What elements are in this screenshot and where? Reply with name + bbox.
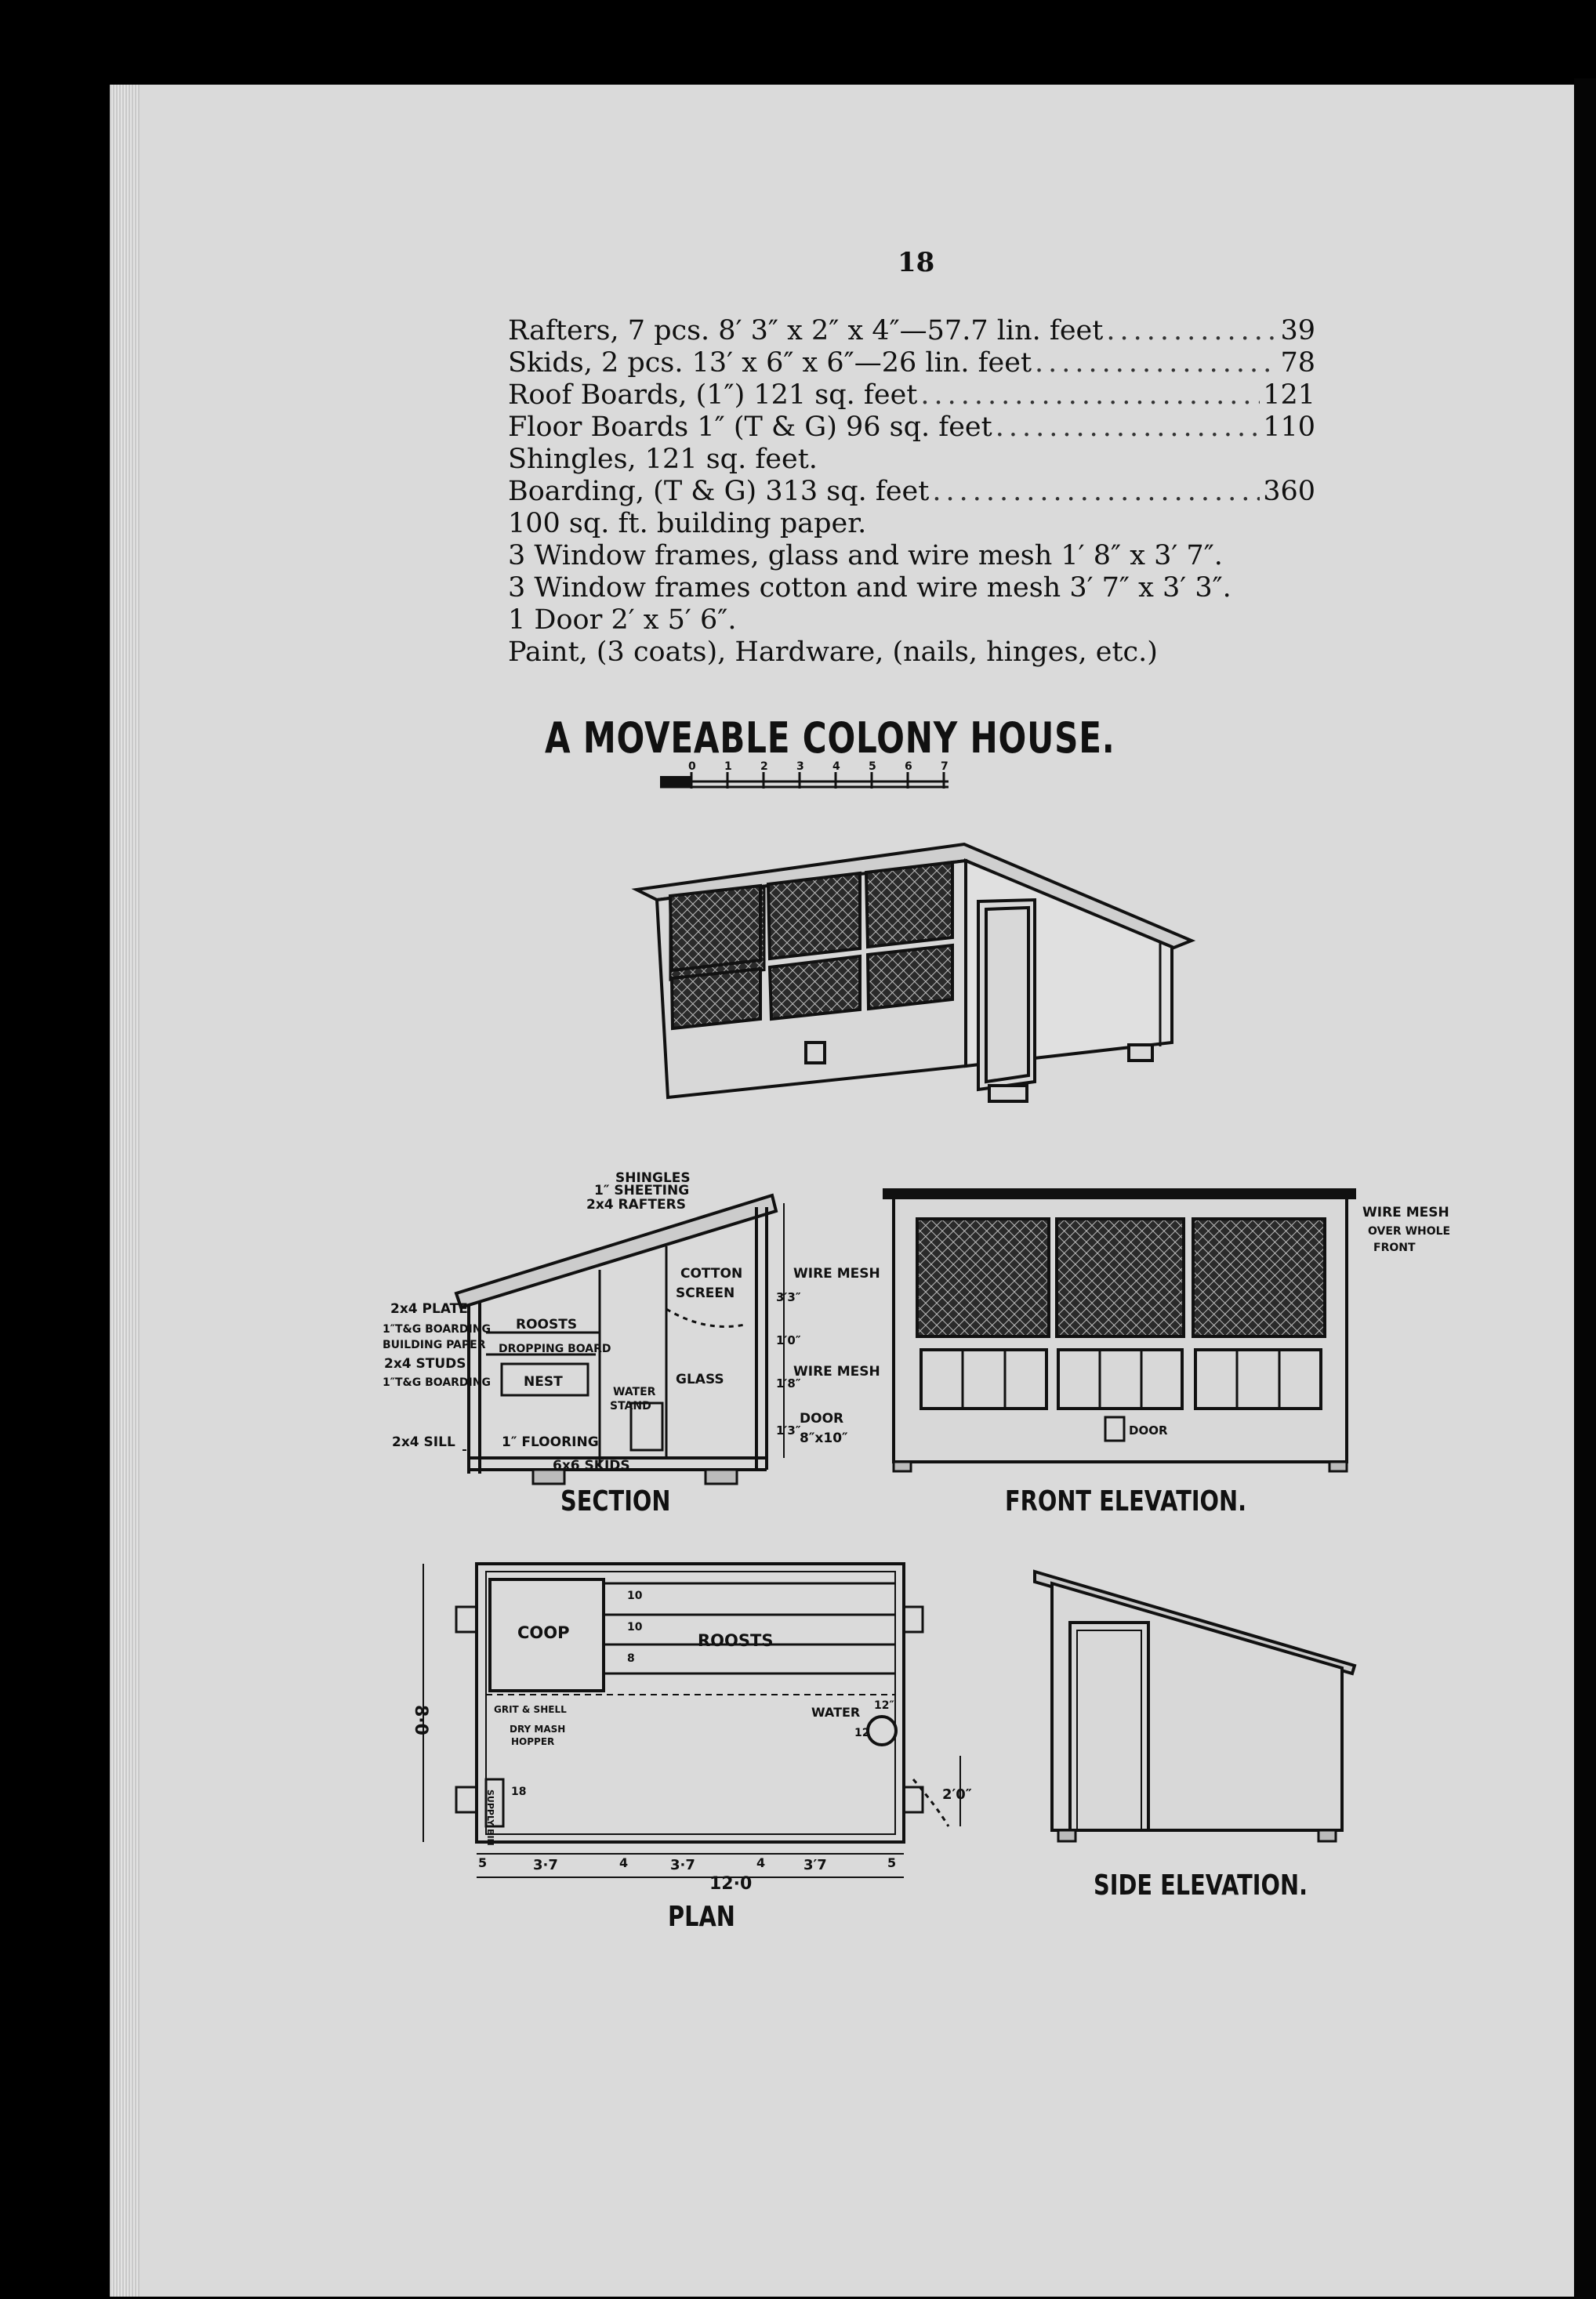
label-nest: NEST (524, 1374, 563, 1390)
plan-drawing (423, 1564, 960, 1877)
caption-section: SECTION (560, 1485, 671, 1518)
dim-label: 5 (887, 1855, 897, 1870)
label-shingles: SHINGLES (615, 1170, 691, 1186)
label-sill: 2x4 SILL (392, 1434, 455, 1450)
label-rafters: 2x4 RAFTERS (586, 1197, 686, 1213)
dim-label: 10 (627, 1621, 643, 1634)
material-text: Roof Boards, (1″) 121 sq. feet (508, 379, 918, 411)
side-elevation-drawing (1035, 1572, 1355, 1841)
label-paper: BUILDING PAPER (383, 1339, 486, 1351)
label-wire-mesh: WIRE MESH (793, 1266, 880, 1282)
plan-labels (411, 1590, 972, 1894)
label-screen: SCREEN (676, 1285, 735, 1301)
material-text: Shingles, 121 sq. feet. (508, 444, 818, 475)
dim-label: 1′8″ (776, 1376, 801, 1391)
scale-label: 7 (941, 760, 949, 773)
dim-label: 4 (619, 1855, 629, 1870)
dim-label: 10 (627, 1590, 643, 1602)
scale-label: 4 (832, 760, 840, 773)
caption-plan: PLAN (668, 1901, 735, 1933)
dim-label: 4 (756, 1855, 766, 1870)
caption-side-elevation: SIDE ELEVATION. (1094, 1869, 1308, 1902)
page-number: 18 (898, 247, 935, 278)
label-supply-bin: SUPPLY BIN (485, 1790, 495, 1846)
material-value: 39 (1280, 315, 1315, 346)
dim-label: 2′0″ (942, 1786, 972, 1803)
perspective-drawing (637, 844, 1192, 1101)
dim-label: 3′3″ (776, 1290, 801, 1304)
label-water: WATER (811, 1705, 861, 1720)
label-door-size: 8″x10″ (800, 1431, 848, 1446)
dim-label: 3′7 (803, 1857, 827, 1873)
dim-label: 5 (478, 1855, 488, 1870)
material-value: 110 (1263, 412, 1315, 443)
label-plate: 2x4 PLATE (390, 1301, 468, 1317)
scale-label: 3 (796, 760, 804, 773)
label-glass: GLASS (676, 1372, 724, 1387)
dim-label: 8 (627, 1652, 635, 1665)
label-door: DOOR (1129, 1423, 1168, 1438)
material-value: 360 (1263, 476, 1315, 507)
dim-label: 8·0 (411, 1705, 430, 1735)
label-wire-mesh: WIRE MESH (793, 1364, 880, 1380)
label-water: WATER (613, 1386, 656, 1398)
scale-label: 0 (688, 760, 696, 773)
label-stand: STAND (610, 1400, 651, 1412)
label-studs: 2x4 STUDS (384, 1356, 466, 1372)
material-value: 78 (1280, 347, 1315, 379)
label-cotton: COTTON (680, 1266, 743, 1282)
dim-label: 1′3″ (776, 1423, 801, 1438)
dim-label: 18 (511, 1786, 527, 1798)
label-boarding: 1″T&G BOARDING (383, 1323, 491, 1336)
label-roosts: ROOSTS (698, 1631, 774, 1650)
material-text: 3 Window frames, glass and wire mesh 1′ 8″ x 3′ 7″. (508, 540, 1223, 571)
dim-label: 3·7 (533, 1857, 558, 1873)
label-wire-mesh: WIRE MESH (1362, 1205, 1449, 1220)
material-text: Boarding, (T & G) 313 sq. feet (508, 476, 930, 507)
figure-title: A MOVEABLE COLONY HOUSE. (545, 713, 1115, 763)
caption-front-elevation: FRONT ELEVATION. (1005, 1485, 1247, 1518)
scale-bar (660, 760, 949, 789)
front-elevation-drawing (884, 1190, 1355, 1471)
label-coop: COOP (517, 1623, 570, 1642)
scale-label: 5 (869, 760, 876, 773)
label-over-whole: OVER WHOLE (1368, 1225, 1451, 1238)
material-text: Rafters, 7 pcs. 8′ 3″ x 2″ x 4″—57.7 lin. feet (508, 315, 1104, 346)
label-boarding: 1″T&G BOARDING (383, 1376, 491, 1389)
label-flooring: 1″ FLOORING (502, 1434, 599, 1450)
material-text: 3 Window frames cotton and wire mesh 3′ 7″ x 3′ 3″. (508, 572, 1231, 604)
dim-label: 1′0″ (776, 1333, 801, 1347)
material-text: Paint, (3 coats), Hardware, (nails, hinges, etc.) (508, 636, 1158, 668)
label-front: FRONT (1373, 1242, 1416, 1254)
material-text: Floor Boards 1″ (T & G) 96 sq. feet (508, 412, 992, 443)
label-sheeting: 1″ SHEETING (594, 1183, 690, 1198)
label-dry-mash: DRY MASH (510, 1724, 566, 1735)
dim-label: 12″ (874, 1699, 894, 1712)
material-text: 1 Door 2′ x 5′ 6″. (508, 604, 737, 636)
dim-label: 12 (854, 1727, 870, 1739)
dim-label: 12·0 (709, 1874, 753, 1894)
dim-label: 3·7 (670, 1857, 695, 1873)
scale-label: 1 (724, 760, 732, 773)
material-value: 121 (1263, 379, 1315, 411)
material-text: Skids, 2 pcs. 13′ x 6″ x 6″—26 lin. feet (508, 347, 1032, 379)
label-hopper: HOPPER (511, 1736, 555, 1747)
label-skids: 6x6 SKIDS (553, 1458, 630, 1474)
label-grit: GRIT & SHELL (494, 1704, 567, 1715)
label-dropping-board: DROPPING BOARD (499, 1343, 611, 1355)
material-text: 100 sq. ft. building paper. (508, 508, 867, 539)
label-door: DOOR (800, 1411, 844, 1427)
scale-label: 2 (760, 760, 768, 773)
label-roosts: ROOSTS (516, 1317, 578, 1333)
scale-label: 6 (905, 760, 912, 773)
